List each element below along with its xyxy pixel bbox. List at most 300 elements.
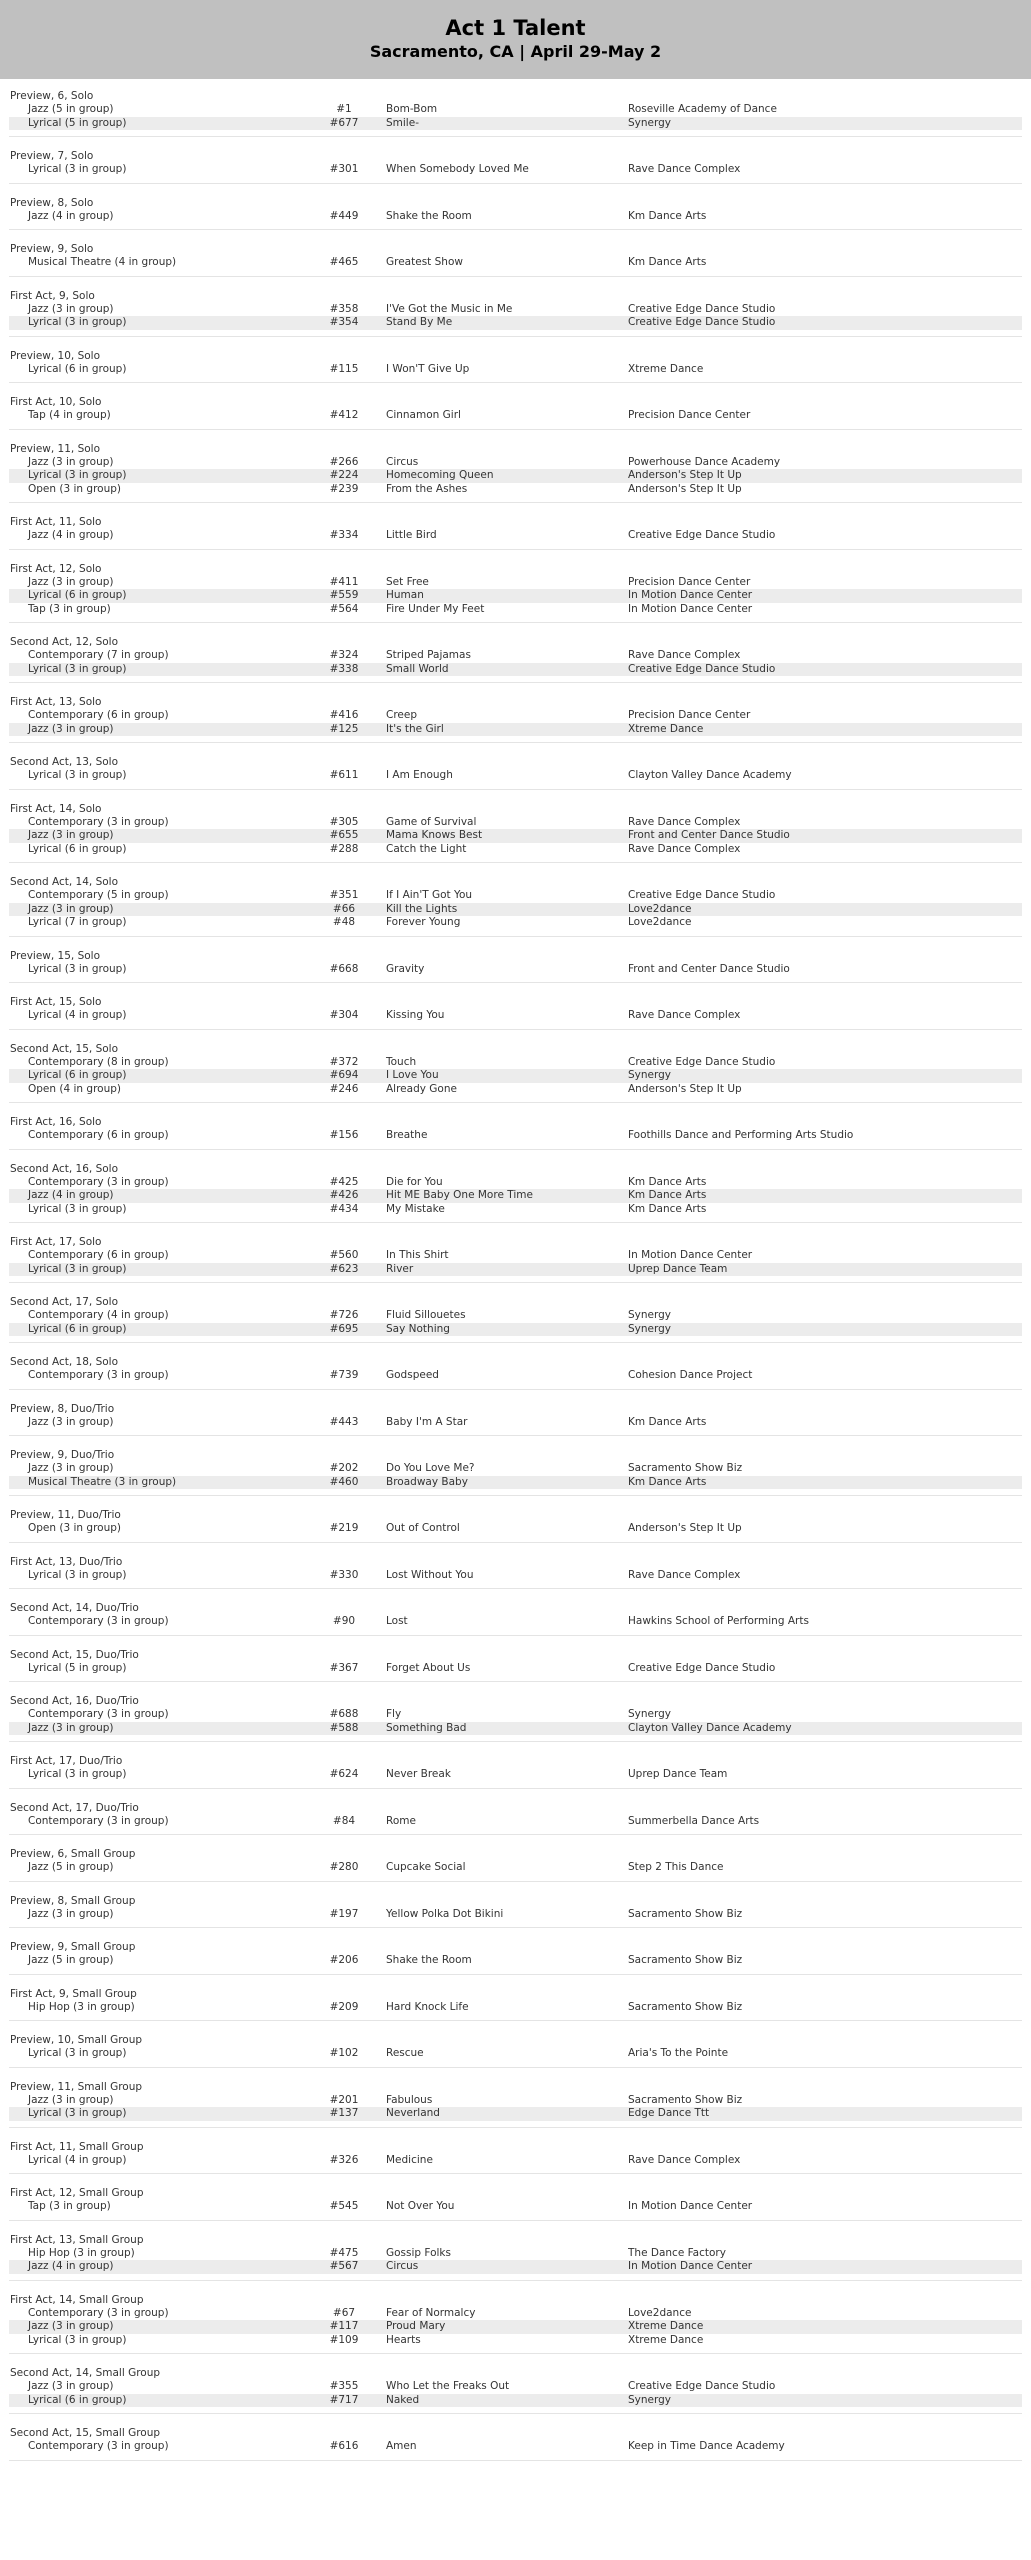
category-heading: Preview, 7, Solo <box>10 150 94 162</box>
entry-studio: Creative Edge Dance Studio <box>628 662 776 675</box>
entry-studio: Synergy <box>628 1309 672 1321</box>
entry-division: Jazz (3 in group) <box>28 575 114 588</box>
entry-rows <box>9 816 1022 857</box>
category-group <box>9 755 1022 790</box>
entry-title: Who Let the Freaks Out <box>386 2380 510 2392</box>
entry-number: #588 <box>329 1721 359 1734</box>
entry-title: Rescue <box>386 2047 424 2059</box>
category-heading: Second Act, 12, Solo <box>10 636 119 648</box>
entry-title: Die for You <box>386 1175 443 1188</box>
category-group <box>9 1448 1022 1496</box>
entry-division: Jazz (4 in group) <box>28 209 114 222</box>
category-group <box>9 2186 1022 2221</box>
entry-row <box>9 889 1022 903</box>
entry-division: Open (3 in group) <box>28 482 121 495</box>
entry-number: #48 <box>332 916 356 928</box>
entry-row <box>9 210 1022 224</box>
category-heading: Preview, 8, Solo <box>10 196 94 209</box>
entry-row <box>9 1954 1022 1968</box>
entry-row <box>9 1462 1022 1476</box>
entry-row <box>9 2307 1022 2321</box>
entry-number: #354 <box>329 316 359 328</box>
entry-row <box>9 1662 1022 1676</box>
entry-rows <box>9 1708 1022 1735</box>
entry-division: Jazz (3 in group) <box>28 455 114 468</box>
category-heading: First Act, 10, Solo <box>10 396 102 408</box>
category-group <box>9 1801 1022 1836</box>
page-header <box>0 0 1031 79</box>
entry-number: #246 <box>329 1082 359 1095</box>
entry-number: #206 <box>329 1954 359 1966</box>
entry-division: Contemporary (6 in group) <box>28 709 169 721</box>
page-title: Act 1 Talent <box>445 16 586 40</box>
entry-studio: Keep in Time Dance Academy <box>628 2440 785 2452</box>
entry-title: Baby I'm A Star <box>386 1415 468 1428</box>
entry-row <box>9 1476 1022 1490</box>
entry-number: #219 <box>329 1522 359 1534</box>
entry-division: Lyrical (3 in group) <box>28 662 127 675</box>
entry-row <box>9 1249 1022 1263</box>
entry-row <box>9 2380 1022 2394</box>
entry-row <box>9 1203 1022 1217</box>
entry-studio: In Motion Dance Center <box>628 1249 753 1261</box>
category-group <box>9 1235 1022 1283</box>
entry-rows <box>9 2200 1022 2214</box>
entry-number: #695 <box>329 1322 359 1335</box>
entry-number: #125 <box>329 722 359 735</box>
entry-row <box>9 2247 1022 2261</box>
entry-row <box>9 163 1022 177</box>
entry-number: #115 <box>329 362 359 375</box>
entry-studio: Creative Edge Dance Studio <box>628 529 776 541</box>
category-heading: Second Act, 18, Solo <box>10 1356 119 1368</box>
category-heading: Preview, 9, Duo/Trio <box>10 1449 115 1461</box>
entry-number: #202 <box>329 1462 359 1474</box>
entry-studio: Synergy <box>628 1322 672 1335</box>
entry-row <box>9 649 1022 663</box>
entry-number: #324 <box>329 649 359 661</box>
entry-studio: Rave Dance Complex <box>628 842 741 855</box>
entry-number: #412 <box>329 409 359 421</box>
entry-rows <box>9 2154 1022 2168</box>
entry-studio: Sacramento Show Biz <box>628 1954 743 1966</box>
entry-row <box>9 2440 1022 2454</box>
entry-number: #449 <box>329 209 359 222</box>
entry-rows <box>9 2001 1022 2015</box>
category-heading: First Act, 13, Solo <box>10 696 102 708</box>
entry-rows <box>9 1369 1022 1383</box>
entry-title: Hit ME Baby One More Time <box>386 1189 533 1201</box>
entry-number: #351 <box>329 889 359 901</box>
entry-studio: Love2dance <box>628 2306 692 2319</box>
entry-title: Fly <box>386 1708 402 1720</box>
category-group <box>9 242 1022 277</box>
entry-row <box>9 1708 1022 1722</box>
entry-division: Musical Theatre (3 in group) <box>28 1475 177 1488</box>
entry-number: #67 <box>332 2306 356 2319</box>
entry-row <box>9 103 1022 117</box>
category-heading: Preview, 10, Small Group <box>10 2034 143 2046</box>
entry-title: Rome <box>386 1814 416 1827</box>
entry-number: #411 <box>329 575 359 588</box>
entry-row <box>9 363 1022 377</box>
entry-division: Jazz (3 in group) <box>28 1462 114 1474</box>
entry-row <box>9 1768 1022 1782</box>
entry-title: Kissing You <box>386 1009 445 1021</box>
entry-row <box>9 456 1022 470</box>
entry-studio: Clayton Valley Dance Academy <box>628 769 792 781</box>
category-heading: First Act, 15, Solo <box>10 996 102 1008</box>
entry-number: #623 <box>329 1262 359 1275</box>
entry-division: Lyrical (3 in group) <box>28 2047 127 2059</box>
entry-rows <box>9 1815 1022 1829</box>
entry-studio: Precision Dance Center <box>628 709 751 721</box>
entry-studio: Creative Edge Dance Studio <box>628 316 776 328</box>
entry-studio: Step 2 This Dance <box>628 1861 724 1873</box>
entry-title: Not Over You <box>386 2200 455 2212</box>
entry-rows <box>9 1522 1022 1536</box>
entry-number: #655 <box>329 829 359 841</box>
entry-number: #668 <box>329 962 359 975</box>
entry-division: Lyrical (7 in group) <box>28 916 127 928</box>
entry-row <box>9 1263 1022 1277</box>
entry-title: Mama Knows Best <box>386 829 483 841</box>
entry-title: Homecoming Queen <box>386 469 494 481</box>
entry-number: #416 <box>329 709 359 721</box>
category-heading: Preview, 10, Solo <box>10 349 101 362</box>
entry-studio: Xtreme Dance <box>628 2333 704 2346</box>
entry-studio: Creative Edge Dance Studio <box>628 1055 776 1068</box>
category-group <box>9 2366 1022 2414</box>
entry-division: Lyrical (3 in group) <box>28 1568 127 1581</box>
entry-division: Lyrical (3 in group) <box>28 769 127 781</box>
category-group <box>9 2293 1022 2355</box>
category-group <box>9 442 1022 504</box>
entry-row <box>9 316 1022 330</box>
entry-studio: Uprep Dance Team <box>628 1262 728 1275</box>
entry-studio: Creative Edge Dance Studio <box>628 1661 776 1674</box>
entry-rows <box>9 1249 1022 1276</box>
entry-row <box>9 816 1022 830</box>
entry-title: Shake the Room <box>386 1954 472 1966</box>
category-group <box>9 1555 1022 1590</box>
entry-division: Jazz (5 in group) <box>28 103 114 115</box>
entry-studio: In Motion Dance Center <box>628 2260 753 2272</box>
entry-division: Lyrical (3 in group) <box>28 2107 127 2119</box>
entry-number: #434 <box>329 1202 359 1215</box>
entry-studio: Km Dance Arts <box>628 1175 707 1188</box>
entry-division: Contemporary (3 in group) <box>28 2306 169 2319</box>
entry-studio: In Motion Dance Center <box>628 589 753 601</box>
entry-division: Hip Hop (3 in group) <box>28 2246 135 2259</box>
entry-title: Never Break <box>386 1768 451 1780</box>
entry-rows <box>9 1309 1022 1336</box>
entry-row <box>9 117 1022 131</box>
entry-rows <box>9 1861 1022 1875</box>
entry-number: #465 <box>329 256 359 268</box>
entry-studio: Km Dance Arts <box>628 1475 707 1488</box>
entry-title: Already Gone <box>386 1082 457 1095</box>
entry-row <box>9 409 1022 423</box>
entry-rows <box>9 2047 1022 2061</box>
category-heading: Preview, 6, Small Group <box>10 1848 136 1860</box>
entry-title: Out of Control <box>386 1522 460 1534</box>
category-group <box>9 562 1022 624</box>
entry-title: Godspeed <box>386 1369 439 1381</box>
category-heading: First Act, 12, Small Group <box>10 2187 144 2199</box>
entry-rows <box>9 363 1022 377</box>
category-heading: Preview, 6, Solo <box>10 90 94 102</box>
entry-title: Gravity <box>386 962 425 975</box>
entry-title: Hearts <box>386 2333 421 2346</box>
entry-rows <box>9 963 1022 977</box>
entry-studio: Sacramento Show Biz <box>628 1907 743 1920</box>
entry-division: Jazz (3 in group) <box>28 1721 114 1734</box>
category-heading: Second Act, 13, Solo <box>10 756 119 768</box>
category-group <box>9 1295 1022 1343</box>
entry-studio: Front and Center Dance Studio <box>628 962 790 975</box>
entry-row <box>9 2094 1022 2108</box>
entry-division: Jazz (5 in group) <box>28 1954 114 1966</box>
entry-rows <box>9 1416 1022 1430</box>
entry-number: #137 <box>329 2107 359 2119</box>
entry-studio: Xtreme Dance <box>628 2320 704 2332</box>
entry-division: Open (3 in group) <box>28 1522 121 1534</box>
category-group <box>9 635 1022 683</box>
entry-rows <box>9 1768 1022 1782</box>
entry-number: #372 <box>329 1055 359 1068</box>
entry-row <box>9 903 1022 917</box>
entry-title: Little Bird <box>386 529 437 541</box>
category-heading: First Act, 12, Solo <box>10 562 102 575</box>
entry-division: Contemporary (5 in group) <box>28 889 169 901</box>
entry-studio: Km Dance Arts <box>628 256 707 268</box>
entry-studio: Km Dance Arts <box>628 1415 707 1428</box>
category-heading: Preview, 9, Solo <box>10 243 94 255</box>
entry-studio: Sacramento Show Biz <box>628 2093 743 2106</box>
entry-rows <box>9 649 1022 676</box>
entry-division: Contemporary (3 in group) <box>28 1615 169 1627</box>
entry-number: #280 <box>329 1861 359 1873</box>
category-heading: Preview, 11, Small Group <box>10 2080 143 2093</box>
entry-number: #425 <box>329 1175 359 1188</box>
entry-division: Lyrical (6 in group) <box>28 2393 127 2406</box>
entry-division: Open (4 in group) <box>28 1082 121 1095</box>
entry-number: #1 <box>336 103 352 115</box>
entry-studio: Front and Center Dance Studio <box>628 829 790 841</box>
entry-title: Circus <box>386 2260 419 2272</box>
category-group <box>9 2080 1022 2128</box>
category-group <box>9 1694 1022 1742</box>
entry-division: Jazz (3 in group) <box>28 902 114 915</box>
entry-rows <box>9 2380 1022 2407</box>
entry-rows <box>9 210 1022 224</box>
category-group <box>9 395 1022 430</box>
entry-title: Broadway Baby <box>386 1475 468 1488</box>
entry-rows <box>9 1056 1022 1097</box>
entry-division: Contemporary (7 in group) <box>28 649 169 661</box>
entry-row <box>9 963 1022 977</box>
entry-studio: Cohesion Dance Project <box>628 1369 753 1381</box>
category-group <box>9 995 1022 1030</box>
entry-number: #624 <box>329 1768 359 1780</box>
category-group <box>9 1987 1022 2022</box>
entry-number: #334 <box>329 529 359 541</box>
entry-row <box>9 769 1022 783</box>
entry-row <box>9 1309 1022 1323</box>
schedule-list <box>0 79 1031 2461</box>
category-group <box>9 2033 1022 2068</box>
entry-title: It's the Girl <box>386 722 444 735</box>
entry-row <box>9 2047 1022 2061</box>
entry-row <box>9 843 1022 857</box>
category-heading: Second Act, 15, Solo <box>10 1042 119 1055</box>
entry-title: Bom-Bom <box>386 103 438 115</box>
entry-division: Lyrical (6 in group) <box>28 1322 127 1335</box>
entry-title: Striped Pajamas <box>386 649 471 661</box>
entry-division: Contemporary (3 in group) <box>28 1369 169 1381</box>
entry-studio: Roseville Academy of Dance <box>628 103 777 115</box>
entry-studio: Anderson's Step It Up <box>628 1522 742 1534</box>
entry-studio: Synergy <box>628 1708 672 1720</box>
entry-division: Lyrical (5 in group) <box>28 116 127 129</box>
entry-number: #338 <box>329 662 359 675</box>
category-heading: Preview, 11, Solo <box>10 442 101 455</box>
entry-number: #545 <box>329 2200 359 2212</box>
entry-studio: Edge Dance Ttt <box>628 2107 710 2119</box>
entry-title: Something Bad <box>386 1721 467 1734</box>
category-heading: First Act, 14, Solo <box>10 802 102 815</box>
entry-title: Small World <box>386 662 449 675</box>
entry-division: Lyrical (4 in group) <box>28 2153 127 2166</box>
category-group <box>9 196 1022 231</box>
entry-number: #224 <box>329 469 359 481</box>
entry-number: #677 <box>329 116 359 129</box>
entry-studio: Rave Dance Complex <box>628 1009 741 1021</box>
entry-studio: Hawkins School of Performing Arts <box>628 1615 809 1627</box>
category-group <box>9 1402 1022 1437</box>
entry-rows <box>9 709 1022 736</box>
entry-title: Proud Mary <box>386 2320 446 2332</box>
category-group <box>9 1042 1022 1104</box>
entry-number: #90 <box>332 1615 356 1627</box>
category-group <box>9 802 1022 864</box>
entry-title: I Love You <box>386 1069 439 1081</box>
entry-title: When Somebody Loved Me <box>386 163 529 175</box>
entry-number: #739 <box>329 1369 359 1381</box>
entry-rows <box>9 256 1022 270</box>
entry-rows <box>9 1009 1022 1023</box>
category-heading: Second Act, 16, Duo/Trio <box>10 1695 139 1707</box>
entry-rows <box>9 576 1022 617</box>
entry-row <box>9 603 1022 617</box>
entry-division: Lyrical (3 in group) <box>28 469 127 481</box>
entry-title: Creep <box>386 709 418 721</box>
entry-number: #66 <box>332 902 356 915</box>
entry-division: Jazz (3 in group) <box>28 2380 114 2392</box>
entry-division: Contemporary (3 in group) <box>28 1175 169 1188</box>
entry-studio: Creative Edge Dance Studio <box>628 889 776 901</box>
category-heading: Second Act, 14, Solo <box>10 876 119 888</box>
entry-studio: Synergy <box>628 1069 672 1081</box>
entry-row <box>9 576 1022 590</box>
entry-rows <box>9 456 1022 497</box>
entry-division: Contemporary (3 in group) <box>28 815 169 828</box>
entry-row <box>9 663 1022 677</box>
entry-division: Contemporary (6 in group) <box>28 1129 169 1141</box>
entry-row <box>9 1323 1022 1337</box>
entry-division: Contemporary (3 in group) <box>28 2440 169 2452</box>
entry-studio: Anderson's Step It Up <box>628 1082 742 1095</box>
category-heading: First Act, 14, Small Group <box>10 2293 144 2306</box>
entry-row <box>9 1522 1022 1536</box>
entry-studio: Km Dance Arts <box>628 1202 707 1215</box>
entry-row <box>9 2320 1022 2334</box>
entry-studio: Creative Edge Dance Studio <box>628 2380 776 2392</box>
entry-number: #109 <box>329 2333 359 2346</box>
entry-title: Human <box>386 589 424 601</box>
entry-studio: Rave Dance Complex <box>628 815 741 828</box>
entry-division: Hip Hop (3 in group) <box>28 2000 135 2013</box>
entry-division: Jazz (4 in group) <box>28 2260 114 2272</box>
entry-studio: Foothills Dance and Performing Arts Studio <box>628 1129 854 1141</box>
entry-division: Jazz (3 in group) <box>28 302 114 315</box>
entry-title: I Am Enough <box>386 769 453 781</box>
entry-studio: In Motion Dance Center <box>628 602 753 615</box>
entry-number: #560 <box>329 1249 359 1261</box>
entry-row <box>9 1056 1022 1070</box>
entry-title: Breathe <box>386 1129 428 1141</box>
entry-title: Stand By Me <box>386 316 453 328</box>
category-heading: Second Act, 17, Duo/Trio <box>10 1801 139 1814</box>
entry-number: #567 <box>329 2260 359 2272</box>
category-heading: Preview, 11, Duo/Trio <box>10 1509 121 1521</box>
entry-division: Lyrical (3 in group) <box>28 1768 127 1780</box>
entry-division: Lyrical (6 in group) <box>28 842 127 855</box>
entry-row <box>9 1189 1022 1203</box>
entry-rows <box>9 1569 1022 1583</box>
entry-row <box>9 709 1022 723</box>
entry-division: Lyrical (6 in group) <box>28 589 127 601</box>
entry-division: Jazz (3 in group) <box>28 1907 114 1920</box>
category-heading: Second Act, 15, Small Group <box>10 2427 161 2439</box>
entry-rows <box>9 1462 1022 1489</box>
entry-studio: Uprep Dance Team <box>628 1768 728 1780</box>
entry-number: #304 <box>329 1009 359 1021</box>
entry-row <box>9 1009 1022 1023</box>
category-group <box>9 89 1022 137</box>
entry-rows <box>9 2094 1022 2121</box>
entry-studio: Precision Dance Center <box>628 575 751 588</box>
entry-studio: Xtreme Dance <box>628 362 704 375</box>
entry-row <box>9 256 1022 270</box>
entry-studio: Love2dance <box>628 916 692 928</box>
entry-division: Contemporary (4 in group) <box>28 1309 169 1321</box>
entry-title: Catch the Light <box>386 842 467 855</box>
entry-division: Lyrical (3 in group) <box>28 962 127 975</box>
entry-number: #694 <box>329 1069 359 1081</box>
entry-division: Tap (4 in group) <box>28 409 111 421</box>
entry-division: Jazz (4 in group) <box>28 529 114 541</box>
category-heading: Second Act, 14, Small Group <box>10 2367 161 2379</box>
entry-rows <box>9 2440 1022 2454</box>
entry-division: Contemporary (6 in group) <box>28 1249 169 1261</box>
entry-number: #426 <box>329 1189 359 1201</box>
category-group <box>9 1162 1022 1224</box>
entry-title: Medicine <box>386 2153 433 2166</box>
entry-studio: Km Dance Arts <box>628 209 707 222</box>
category-group <box>9 1355 1022 1390</box>
